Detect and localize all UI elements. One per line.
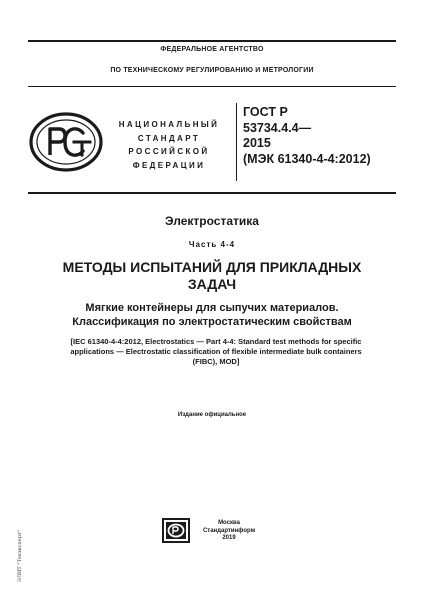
english-title-line: (FIBC), MOD]	[192, 357, 240, 366]
document-title-line: ЗАДАЧ	[187, 276, 237, 292]
designation-divider-rule	[28, 192, 396, 194]
standartinform-logo-icon	[162, 518, 190, 543]
designation-line: 2015	[243, 136, 271, 150]
gost-r-certification-mark-icon	[28, 111, 104, 173]
publisher-year: 2019	[222, 535, 236, 541]
header-divider-rule	[28, 86, 396, 87]
document-subtitle-line: Мягкие контейнеры для сыпучих материалов.	[85, 302, 339, 314]
agency-name: ФЕДЕРАЛЬНОЕ АГЕНТСТВО	[160, 46, 264, 53]
publisher-block	[199, 520, 259, 543]
standard-designation	[243, 105, 393, 167]
document-subtitle	[20, 301, 404, 329]
designation-vertical-rule	[236, 103, 237, 181]
watermark-text: ЭЛИТ "Техэксперт"	[17, 530, 23, 582]
designation-line: 53734.4.4—	[243, 120, 312, 135]
standard-type-block	[110, 118, 228, 172]
document-title	[30, 259, 394, 293]
document-part: Часть 4-4	[188, 240, 236, 249]
top-rule	[28, 40, 396, 42]
document-subtitle-line: Классификация по электростатическим свойствам	[72, 316, 352, 328]
designation-line: ГОСТ Р	[243, 105, 288, 119]
english-title-line: [IEC 61340-4-4:2012, Electrostatics — Part 4-4: Standard test methods for specific	[70, 337, 362, 346]
publisher-name: Стандартинформ	[202, 527, 256, 534]
standard-type-line: НАЦИОНАЛЬНЫЙ	[118, 120, 220, 129]
agency-name-continued: ПО ТЕХНИЧЕСКОМУ РЕГУЛИРОВАНИЮ И МЕТРОЛОГИИ	[110, 67, 314, 74]
english-title	[46, 337, 386, 367]
edition-label: Издание официальное	[177, 412, 247, 418]
document-subject: Электростатика	[165, 214, 259, 228]
english-title-line: applications — Electrostatic classification of flexible intermediate bulk containers	[70, 347, 362, 356]
standard-type-line: РОССИЙСКОЙ	[128, 147, 210, 156]
standard-type-line: СТАНДАРТ	[137, 133, 201, 143]
designation-line: (МЭК 61340-4-4:2012)	[243, 151, 371, 166]
document-title-line: МЕТОДЫ ИСПЫТАНИЙ ДЛЯ ПРИКЛАДНЫХ	[62, 259, 362, 275]
standard-type-line: ФЕДЕРАЦИИ	[132, 160, 206, 170]
publisher-city: Москва	[218, 520, 240, 526]
